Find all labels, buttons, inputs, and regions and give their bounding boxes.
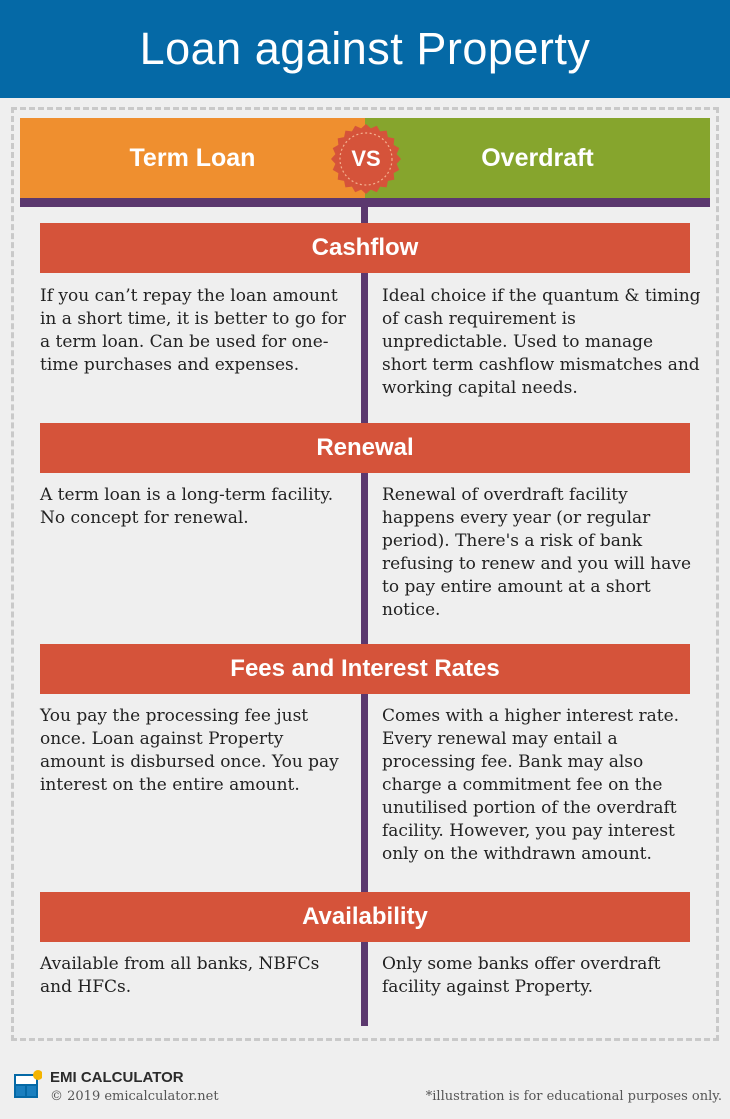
footer-brand: EMI CALCULATOR — [50, 1069, 184, 1086]
section-heading-renewal: Renewal — [40, 423, 690, 473]
page-header — [0, 0, 730, 98]
vs-label: VS — [351, 146, 381, 171]
section-heading-availability: Availability — [40, 892, 690, 942]
calculator-logo-icon — [14, 1070, 42, 1100]
section-heading-cashflow: Cashflow — [40, 223, 690, 273]
renewal-overdraft-text: Renewal of overdraft facility happens every year (or regular period). There's a risk of bank refusing to renew and you will have to pay entire amount at a short notice. — [382, 485, 692, 620]
renewal-term-loan-text: A term loan is a long-term facility. No concept for renewal. — [40, 485, 334, 528]
overdraft-header — [365, 118, 710, 198]
fees-term-loan-text: You pay the processing fee just once. Loan against Property amount is disbursed once. You pay interest on the entire amount. — [40, 706, 339, 795]
vs-badge — [331, 124, 401, 194]
term-loan-header — [20, 118, 365, 198]
cashflow-overdraft-text: Ideal choice if the quantum & timing of cash requirement is unpredictable. Used to manage short term cashflow mismatches and working capital needs. — [382, 286, 701, 398]
term-loan-label: Term Loan — [129, 143, 256, 172]
fees-overdraft-text: Comes with a higher interest rate. Every renewal may entail a processing fee. Bank may also charge a commitment fee on the unutilised portion of the overdraft facility. However, you pay interest only on the withdrawn amount. — [382, 706, 680, 864]
section-heading-fees: Fees and Interest Rates — [40, 644, 690, 694]
page-title: Loan against Property — [139, 23, 591, 74]
footer-disclaimer: *illustration is for educational purposes only. — [425, 1089, 722, 1104]
availability-overdraft-text: Only some banks offer overdraft facility against Property. — [382, 954, 661, 997]
cashflow-term-loan-text: If you can’t repay the loan amount in a short time, it is better to go for a term loan. Can be used for one-time purchases and expenses. — [40, 286, 346, 375]
overdraft-label: Overdraft — [481, 143, 594, 172]
availability-term-loan-text: Available from all banks, NBFCs and HFCs. — [40, 954, 320, 997]
footer-copyright: © 2019 emicalculator.net — [50, 1089, 219, 1104]
